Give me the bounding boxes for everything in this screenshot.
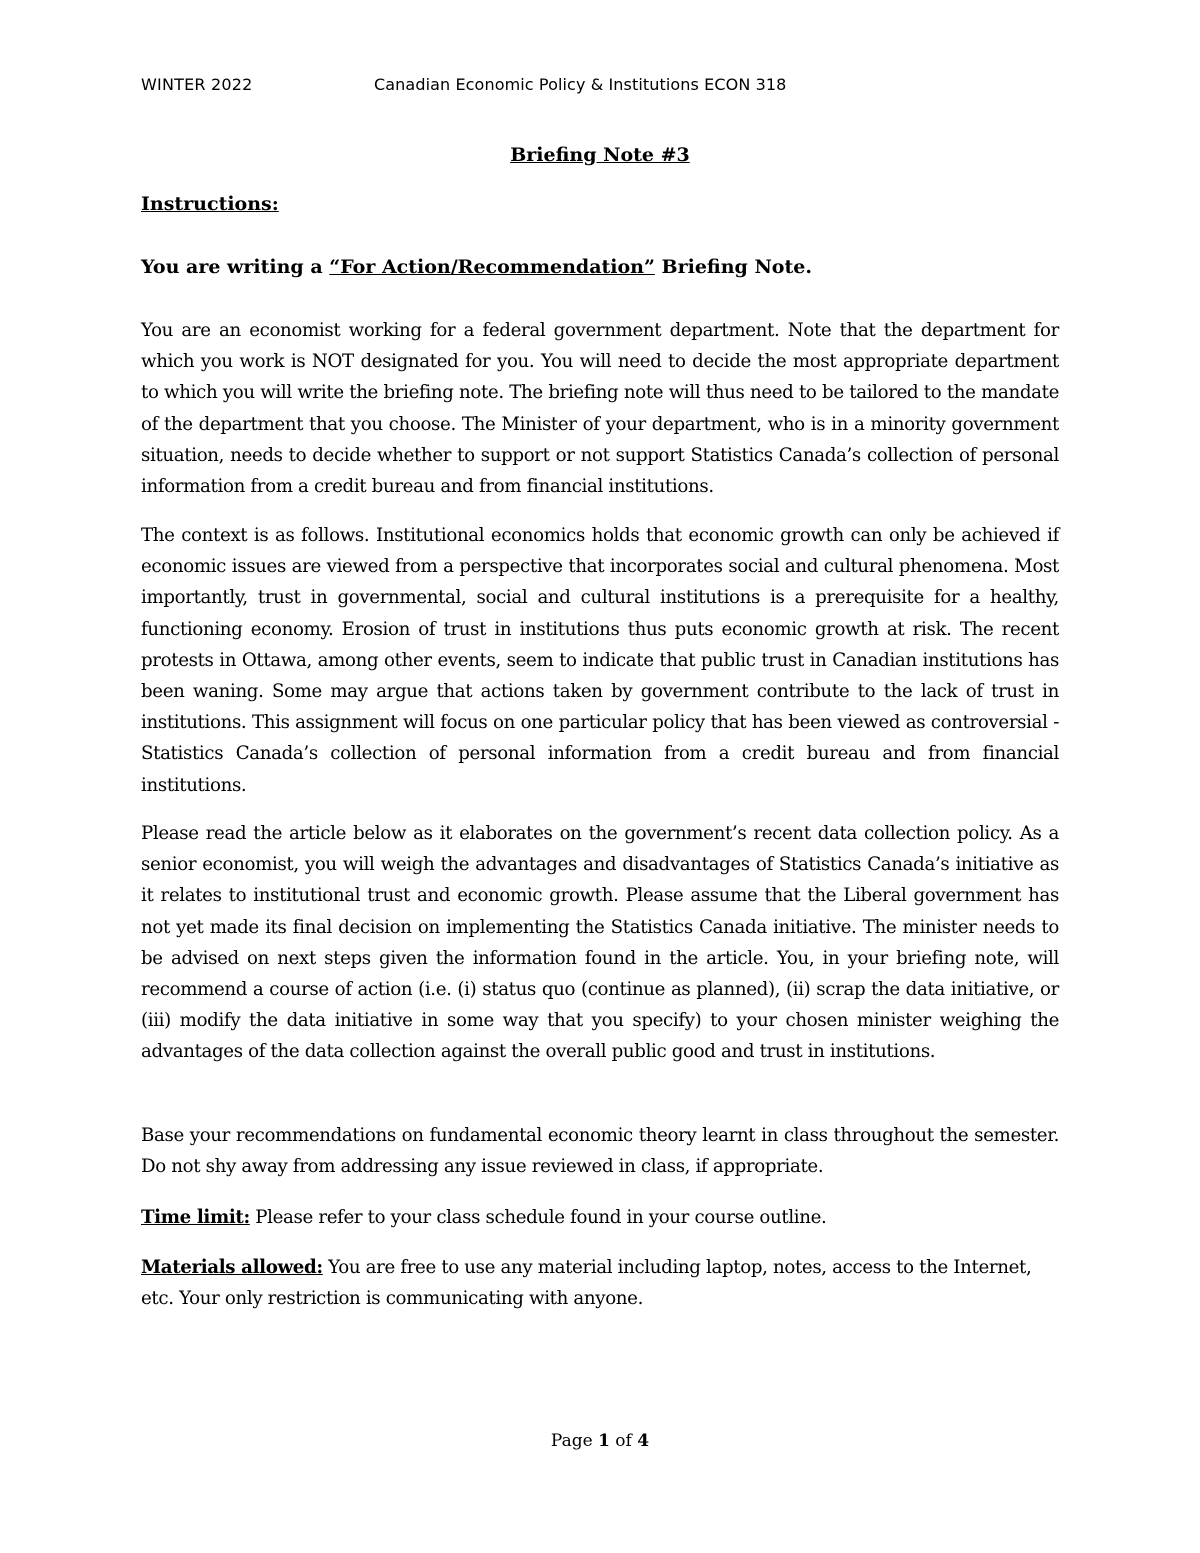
- page-total: 4: [637, 1431, 650, 1451]
- page-current: 1: [598, 1431, 610, 1451]
- header-course-title: Canadian Economic Policy & Institutions ECON 318: [374, 75, 787, 94]
- page-of-word: of: [609, 1431, 638, 1451]
- document-title: Briefing Note #3: [510, 144, 690, 166]
- page-number: [0, 1431, 1200, 1451]
- materials-allowed: [141, 1252, 1059, 1314]
- time-limit: [141, 1202, 1059, 1233]
- paragraph-context: The context is as follows. Institutional economics holds that economic growth can only be achieved if economic issues are viewed from a perspective that incorporates social and cultural phenomena. Most importantly, trust in governmental, social and cultural institutions is a prerequisite for a healthy, functioning economy. Erosion of trust in institutions thus puts economic growth at risk. The recent protests in Ottawa, among other events, seem to indicate that public trust in Canadian institutions has been waning. Some may argue that actions taken by government contribute to the lack of trust in institutions. This assignment will focus on one particular policy that has been viewed as controversial - Statistics Canada’s collection of personal information from a credit bureau and from financial institutions.: [141, 525, 1059, 796]
- paragraph-role: You are an economist working for a federal government department. Note that the department for which you work is NOT designated for you. You will need to decide the most appropriate department to which you will write the briefing note. The briefing note will thus need to be tailored to the mandate of the department that you choose. The Minister of your department, who is in a minority government situation, needs to decide whether to support or not support Statistics Canada’s collection of personal information from a credit bureau and from financial institutions.: [141, 320, 1059, 498]
- paragraph-task: Please read the article below as it elaborates on the government’s recent data collection policy. As a senior economist, you will weigh the advantages and disadvantages of Statistics Canada’s initiative as it relates to institutional trust and economic growth. Please assume that the Liberal government has not yet made its final decision on implementing the Statistics Canada initiative. The minister needs to be advised on next steps given the information found in the article. You, in your briefing note, will recommend a course of action (i.e. (i) status quo (continue as planned), (ii) scrap the data initiative, or (iii) modify the data initiative in some way that you specify) to your chosen minister weighing the advantages of the data collection against the overall public good and trust in institutions.: [141, 823, 1059, 1063]
- materials-allowed-text: You are free to use any material including laptop, notes, access to the Internet, etc. Your only restriction is communicating with anyone.: [141, 1257, 1032, 1310]
- paragraph-basis: Base your recommendations on fundamental economic theory learnt in class throughout the semester. Do not shy away from addressing any issue reviewed in class, if appropriate.: [141, 1125, 1059, 1178]
- note-type-prefix: You are writing a: [141, 256, 330, 278]
- header-term: WINTER 2022: [141, 75, 253, 94]
- materials-allowed-label: Materials allowed:: [141, 1257, 323, 1278]
- note-type-suffix: Briefing Note.: [654, 256, 812, 278]
- time-limit-text: Please refer to your class schedule found in your course outline.: [249, 1207, 827, 1228]
- page-word: Page: [550, 1431, 599, 1451]
- note-type-emphasis: “For Action/Recommendation”: [329, 256, 655, 278]
- instructions-heading: Instructions:: [141, 193, 279, 215]
- time-limit-label: Time limit:: [141, 1207, 250, 1228]
- note-type-line: [141, 256, 812, 278]
